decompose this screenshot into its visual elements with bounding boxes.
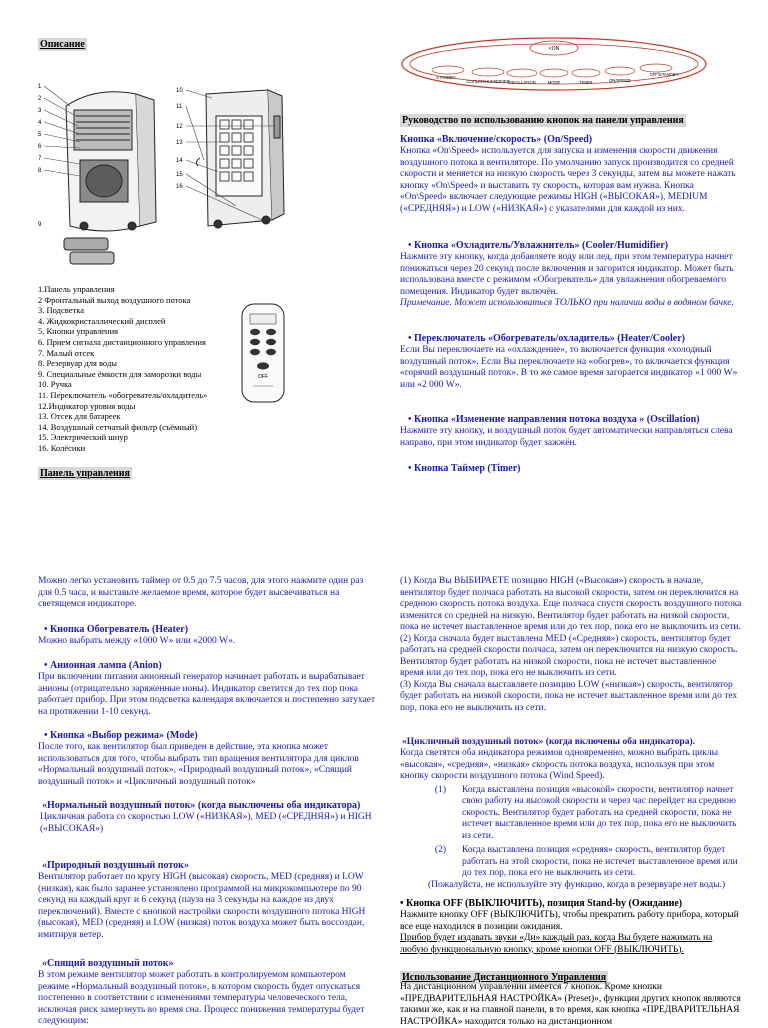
off-section — [400, 898, 742, 956]
timer-text: Можно легко установить таймер от 0.5 до 7.5 часов, для этого нажмите один раз для 0.5 часа, и выставьте желаемое время, которое будет высвечиваться на светящемся индикаторе. — [38, 576, 364, 609]
callout-7: 7 — [38, 156, 42, 162]
normal-flow-title: «Нормальный воздушный поток» (когда выключены оба индикатора) — [42, 800, 361, 811]
callout-6: 6 — [38, 144, 42, 150]
cooler-section — [400, 240, 740, 310]
natural-flow-title: «Природный воздушный поток» — [42, 860, 189, 871]
panel-label-off-standby: OFF/STANDBY — [649, 72, 679, 77]
control-panel-heading: Панель управления — [40, 468, 130, 479]
mode-section — [38, 730, 378, 788]
panel-label-on-speed: ON/SPEED — [609, 78, 631, 83]
on-speed-section — [400, 134, 740, 215]
callout-12: 12 — [176, 124, 183, 130]
oscillation-text: Нажмите эту кнопку, и воздушный поток будет автоматически направляться слева направо, при этом индикатор будет зажжён. — [400, 426, 733, 448]
product-diagram — [36, 76, 306, 286]
parts-list — [38, 284, 207, 454]
anion-title: • Анионная лампа (Anion) — [44, 660, 162, 671]
remote-heading: Использование Дистанционного Управления — [402, 972, 607, 983]
callout-2: 2 — [38, 96, 42, 102]
sleep-flow-section — [38, 958, 378, 1028]
cooler-text: Нажмите эту кнопку, когда добавляете воду или лед, при этом температура начнет понижаться через 20 секунд после включения и загорится индикатор. Может быть использована вместе с режимом «Обогреватель» для увлажнения обогреваемого помещения. Индикатор будет включён. — [400, 252, 734, 297]
callout-4: 4 — [38, 120, 42, 126]
callout-11: 11 — [176, 104, 183, 110]
callout-14: 14 — [176, 158, 183, 164]
sleep-step-2: (2) Когда сначала будет выставлена MED («Средняя») скорость, вентилятор будет работать на средней скорости полчаса, затем он переключится на низкую скорость. Вентилятор будет работать на низкой скорости, пока не истечет выставленное время или до тех пор, пока его не выключить из сети. — [400, 633, 738, 678]
callout-10: 10 — [176, 88, 183, 94]
parts-list-item: 11. Переключатель «обогреватель/охладитель» — [38, 389, 208, 400]
back-unit-illustration — [196, 90, 284, 228]
off-text: Нажмите кнопку OFF (ВЫКЛЮЧИТЬ), чтобы прекратить работу прибора, который все еще находился в позиции ожидания. — [400, 910, 739, 932]
on-speed-title: Кнопка «Включение/скорость» (On/Speed) — [400, 134, 593, 145]
callout-16: 16 — [176, 184, 183, 190]
oscillation-title: • Кнопка «Изменение направления потока воздуха » (Oscillation) — [408, 414, 700, 425]
parts-list-item: 10. Ручка — [38, 379, 72, 390]
cooler-note: Примечание. Может использоваться ТОЛЬКО при наличии воды в водяном бачке. — [400, 298, 734, 308]
normal-flow-section — [38, 800, 378, 835]
parts-list-item: 14. Воздушный сетчатый фильтр (съёмный) — [38, 421, 198, 432]
normal-flow-text: Цикличная работа со скоростью LOW («НИЗКАЯ»), MED («СРЕДНЯЯ») и HIGH («ВЫСОКАЯ») — [40, 812, 372, 834]
timer-description — [38, 576, 378, 611]
oscillation-section — [400, 414, 740, 449]
on-speed-text: Кнопка «On\Speed» используется для запуска и изменения скорости движения воздушного потока в вентиляторе. По умолчанию запуск производится со средней скорости и меняется на низкую скорость через 3 секунды, затем вы можете нажать кнопку «On\Speed» и выставить ту скорость, которая вам нужна. Кнопка «On\Speed» включает следующие режимы HIGH («ВЫСОКАЯ»), MEDIUM («СРЕДНЯЯ») и LOW («НИЗКАЯ») с указателями для каждой из них. — [400, 146, 736, 214]
parts-list-item: 1.Панель управления — [38, 284, 115, 294]
sleep-flow-title: «Спящий воздушный поток» — [42, 958, 174, 969]
off-text-2: Прибор будет издавать звуки «Ди» каждый раз, когда Вы будете нажимать на любую функциональную кнопку, кроме кнопки OFF (ВЫКЛЮЧИТЬ). — [400, 933, 713, 955]
panel-label-standby: STANDBY — [436, 75, 456, 80]
parts-list-item: 2 Фронтальный выход воздушного потока — [38, 294, 191, 305]
panel-label-cooler: COOLER/HUMIDIFIER — [466, 79, 510, 84]
heater-button-title: • Кнопка Обогреватель (Heater) — [44, 624, 189, 635]
off-title: • Кнопка OFF (ВЫКЛЮЧИТЬ), позиция Stand-by (Ожидание) — [400, 898, 683, 909]
parts-list-item: 7. Малый отсек — [38, 347, 95, 358]
panel-label-oscillation: OSCILLATION — [508, 80, 536, 85]
cyclic-flow-section — [400, 736, 742, 891]
parts-list-item: 6. Прием сигнала дистанционного управления — [38, 336, 206, 347]
parts-list-item: 13. Отсек для батареек — [38, 411, 121, 422]
parts-list-item: 4. Жидкокристаллический дисплей — [38, 315, 166, 326]
remote-text: На дистанционном управлении имеется 7 кнопок. Кроме кнопки «ПРЕДВАРИТЕЛЬНАЯ НАСТРОЙКА» (Preset)», функции других кнопок являются такими же, как и на главной панели, в то время, как кнопка «ПРЕДВАРИТЕЛЬНАЯ НАСТРОЙКА» находится только на дистанционном — [400, 982, 741, 1027]
remote-off-label: OFF — [258, 374, 268, 380]
parts-list-item: 8. Резервуар для воды — [38, 358, 117, 369]
cooler-title: • Кнопка «Охладитель/Увлажнитель» (Cooler/Humidifier) — [408, 240, 669, 251]
heater-cooler-text: Если Вы переключаете на «охлаждение», то включается функция «холодный воздушный поток». Если Вы переключаете на «обогрев», то включается функция «горячий воздушный поток». В то же самое время загорается индикатор «1 000 W» или «2 000 W». — [400, 345, 738, 390]
remote-section — [400, 982, 742, 1028]
cyclic-step-1: (1) Когда выставлена позиция «высокой» скорости, вентилятор начнет свою работу на высокой скорости и через час перейдет на среднюю скорость. Вентилятор будет работать на средней скорости, пока не истечет выставленное время или до тех пор, пока его не выключить из сети. — [434, 784, 737, 841]
control-panel-illustration — [398, 30, 710, 96]
panel-label-mode: MODE — [547, 80, 561, 85]
heater-cooler-section — [400, 333, 740, 391]
ice-packs-illustration — [64, 238, 114, 264]
panel-on-label: <ON — [548, 46, 560, 52]
timer-title: • Кнопка Таймер (Timer) — [408, 463, 521, 474]
cyclic-flow-text: Когда светятся оба индикатора режимов одновременно, можно выбрать циклы «высокая», «средняя», «низкая» скорость потока воздуха, используя при этом кнопку скорости воздушного потока (Wind Speed). — [400, 748, 718, 781]
sleep-flow-text: В этом режиме вентилятор может работать в контролируемом компьютером режиме «Нормальный воздушный поток», в котором скорость будет опускаться постепенно в соответствии с изменениями температуры человеческого тела, исключая риск замерзнуть во время сна. Процесс понижения температуры будет следующим: — [38, 970, 365, 1026]
callout-5: 5 — [38, 132, 42, 138]
parts-list-item: 3. Подсветка — [38, 305, 84, 316]
remote-control-illustration — [238, 302, 288, 406]
callout-13: 13 — [176, 140, 183, 146]
parts-list-item: 9. Специальные ёмкости для заморозки воды — [38, 368, 202, 379]
parts-list-item: 15. Электрический шнур — [38, 432, 128, 443]
mode-title: • Кнопка «Выбор режима» (Mode) — [44, 730, 198, 741]
callout-3: 3 — [38, 108, 42, 114]
front-unit-illustration — [66, 92, 156, 231]
natural-flow-section — [38, 860, 378, 941]
timer-section — [400, 463, 740, 475]
mode-text: После того, как вентилятор был приведен в действие, эта кнопка может использоваться для того, чтобы выбрать тип вращения вентилятора для циклов «Нормальный воздушный поток», «Природный воздушный поток», «Спящий воздушный поток» и «Цикличный воздушный поток» — [38, 742, 359, 787]
description-heading: Описание — [40, 39, 85, 50]
panel-guide-heading: Руководство по использованию кнопок на панели управления — [402, 115, 684, 126]
sleep-steps — [400, 576, 742, 714]
heater-button-text: Можно выбрать между «1000 W» или «2000 W». — [38, 636, 236, 646]
parts-list-item: 12.Индикатор уровня воды — [38, 400, 136, 411]
sleep-step-1: (1) Когда Вы ВЫБИРАЕТЕ позицию HIGH («Высокая») скорость в начале, вентилятор будет полчаса работать на высокой скорости, затем он переключится на среднюю скорость потока воздуха. Еще полчаса спустя скорость воздушного потока изменится со средней на низкую. Вентилятор будет работать на низкой скорости, пока не истечет выставленное время или до тех пор, пока его не выключить из сети. — [400, 576, 742, 632]
anion-section — [38, 660, 378, 718]
callout-9: 9 — [38, 222, 42, 228]
natural-flow-text: Вентилятор работает по кругу HIGH (высокая) скорость, MED (средняя) и LOW (низкая), как было заранее установлено программой на микрокомпьютере по 90 секунд на каждый круг и 6 секунд (пауза на 3 секунды на каждое из двух переключений). Вместе с кнопкой настройки скорости воздушного потока HIGH (высокая), MED (средняя) и LOW (низкая) поток воздуха может быть воссоздан, имитируя ветер. — [38, 872, 366, 940]
heater-button-section — [38, 624, 378, 648]
cyclic-flow-title: «Цикличный воздушный поток» (когда включены оба индикатора). — [402, 737, 696, 747]
cyclic-note: (Пожалуйста, не используйте эту функцию, когда в резервуаре нет воды.) — [428, 879, 726, 890]
panel-label-timer: TIMER — [579, 80, 593, 85]
sleep-step-3: (3) Когда Вы сначала выставляете позицию LOW («низкая») скорость, вентилятор будет работать на низкой скорости, пока не истечет выставленное время или до тех пор, пока его не выключить из сети. — [400, 679, 738, 713]
cyclic-step-2: (2) Когда выставлена позиция «средняя» скорость, вентилятор будет работать на этой скорости, пока не истечет выставленное время или до тех пор, пока его не выключить из сети. — [434, 845, 738, 878]
parts-list-item: 16. Колёсики — [38, 442, 86, 453]
callout-8: 8 — [38, 168, 42, 174]
heater-cooler-title: • Переключатель «Обогреватель/охладитель» (Heater/Cooler) — [408, 333, 686, 344]
anion-text: При включении питания анионный генератор начинает работать и вырабатывает анионы (отрицательно заряженные ионы). Индикатор светится до тех пор пока работает прибор. При этом подсветка календаря включается и постепенно затухает на протяжении 1-10 секунд. — [38, 672, 376, 717]
callout-1: 1 — [38, 84, 42, 90]
callout-15: 15 — [176, 172, 183, 178]
parts-list-item: 5. Кнопки управления — [38, 326, 119, 337]
